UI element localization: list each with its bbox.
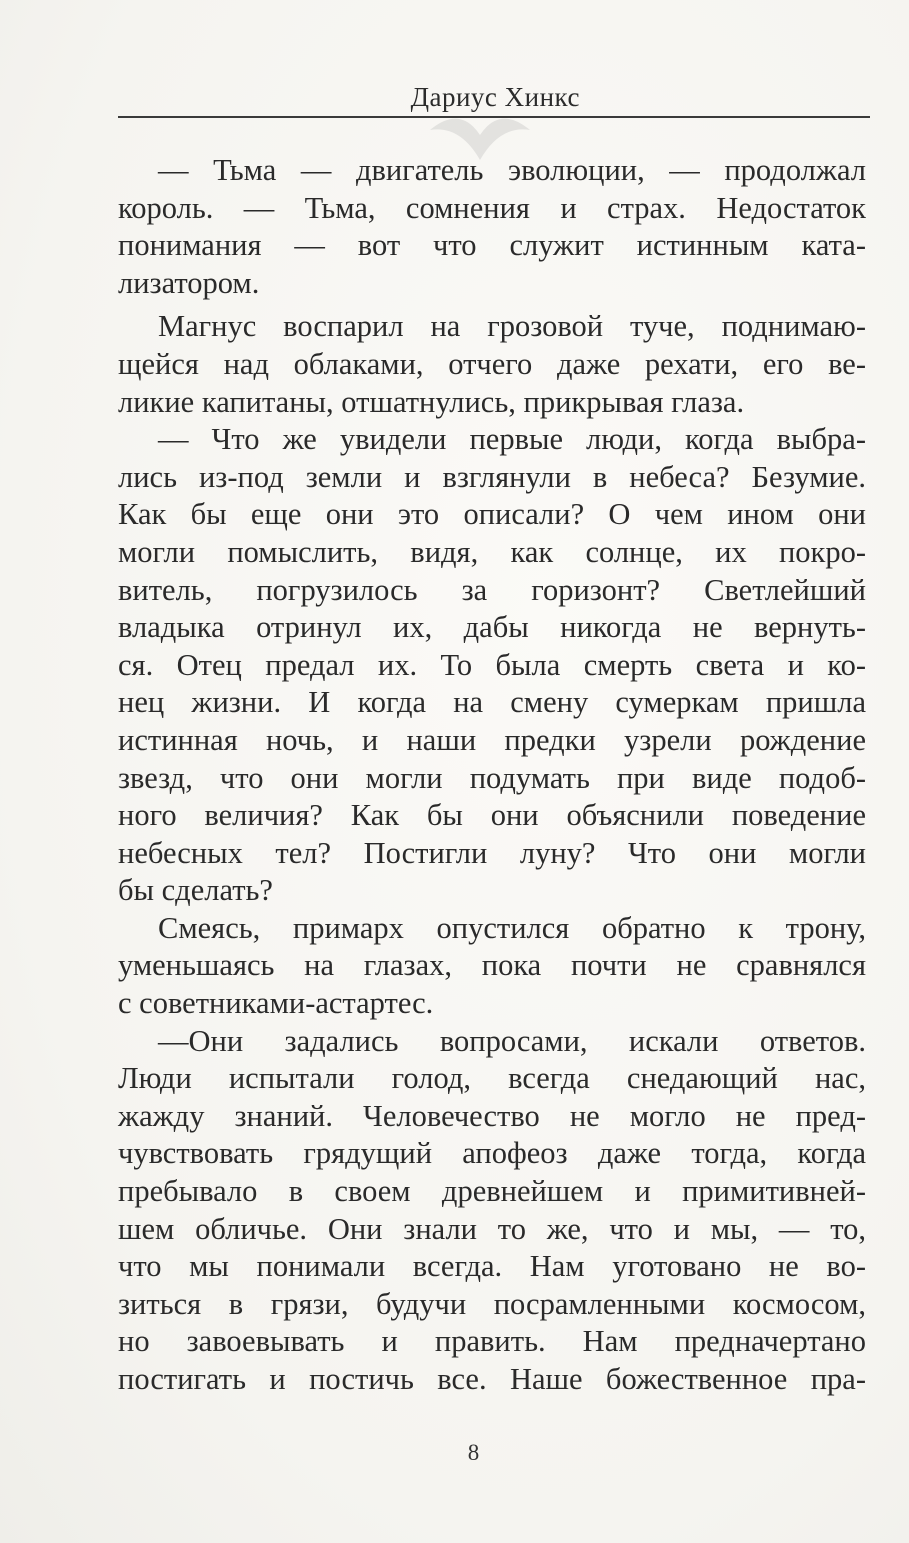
running-header — [118, 82, 870, 118]
text-line: Люди испытали голод, всегда снедающий нас, — [118, 1061, 866, 1096]
text-line: постигать и постичь все. Наше божественное пра- — [118, 1362, 866, 1396]
text-line: ликие капитаны, отшатнулись, прикрывая глаза. — [118, 384, 745, 419]
text-line: но завоевывать и править. Нам предначертано — [118, 1324, 866, 1359]
text-line: щейся над облаками, отчего даже рехати, его ве- — [118, 346, 866, 381]
text-line: лись из-под земли и взглянули в небеса? Безумие. — [118, 459, 866, 494]
text-line: король. — Тьма, сомнения и страх. Недостаток — [118, 190, 866, 225]
text-line: ного величия? Как бы они объяснили поведение — [118, 798, 866, 833]
paragraph — [118, 152, 866, 302]
page-number: 8 — [467, 1440, 480, 1465]
text-line: бы сделать? — [118, 873, 273, 908]
text-line: чувствовать грядущий апофеоз даже тогда, когда — [118, 1136, 866, 1171]
text-line: жажду знаний. Человечество не могло не пред- — [118, 1098, 866, 1133]
running-title: Дариус Хинкс — [410, 82, 580, 112]
text-line: шем обличье. Они знали то же, что и мы, — то, — [118, 1211, 866, 1246]
text-line: Как бы еще они это описали? О чем ином они — [118, 497, 866, 532]
header-rule — [118, 116, 870, 118]
text-line: понимания — вот что служит истинным ката- — [118, 228, 866, 263]
text-line: —Они задались вопросами, искали ответов. — [158, 1023, 866, 1058]
text-line: зиться в грязи, будучи посрамленными космосом, — [118, 1286, 866, 1321]
paragraph — [118, 308, 866, 421]
text-line: владыка отринул их, дабы никогда не вернуть- — [118, 610, 866, 645]
text-line: витель, погрузилось за горизонт? Светлейший — [118, 572, 866, 607]
body-text — [118, 152, 866, 1399]
text-line: ся. Отец предал их. То была смерть света и ко- — [118, 647, 866, 682]
text-line: Смеясь, примарх опустился обратно к трону, — [158, 910, 866, 945]
text-line: небесных тел? Постигли луну? Что они могли — [118, 835, 866, 870]
text-line: лизатором. — [118, 265, 260, 300]
text-line: пребывало в своем древнейшем и примитивней- — [118, 1174, 866, 1209]
text-line: могли помыслить, видя, как солнце, их покро- — [118, 534, 866, 569]
text-line: истинная ночь, и наши предки узрели рождение — [118, 722, 866, 757]
paragraph — [118, 910, 866, 1023]
text-line: уменьшаясь на глазах, пока почти не сравнялся — [118, 948, 866, 983]
text-line: звезд, что они могли подумать при виде подоб- — [118, 760, 866, 795]
text-line: Магнус воспарил на грозовой туче, поднимаю- — [158, 309, 866, 344]
text-line: — Тьма — двигатель эволюции, — продолжал — [158, 153, 866, 187]
paragraph — [118, 421, 866, 910]
text-line: — Что же увидели первые люди, когда выбра- — [158, 422, 866, 457]
text-line: нец жизни. И когда на смену сумеркам пришла — [118, 685, 866, 720]
text-line: с советниками-астартес. — [118, 986, 434, 1021]
text-line: что мы понимали всегда. Нам уготовано не во- — [118, 1249, 866, 1284]
paragraph — [118, 1023, 866, 1399]
